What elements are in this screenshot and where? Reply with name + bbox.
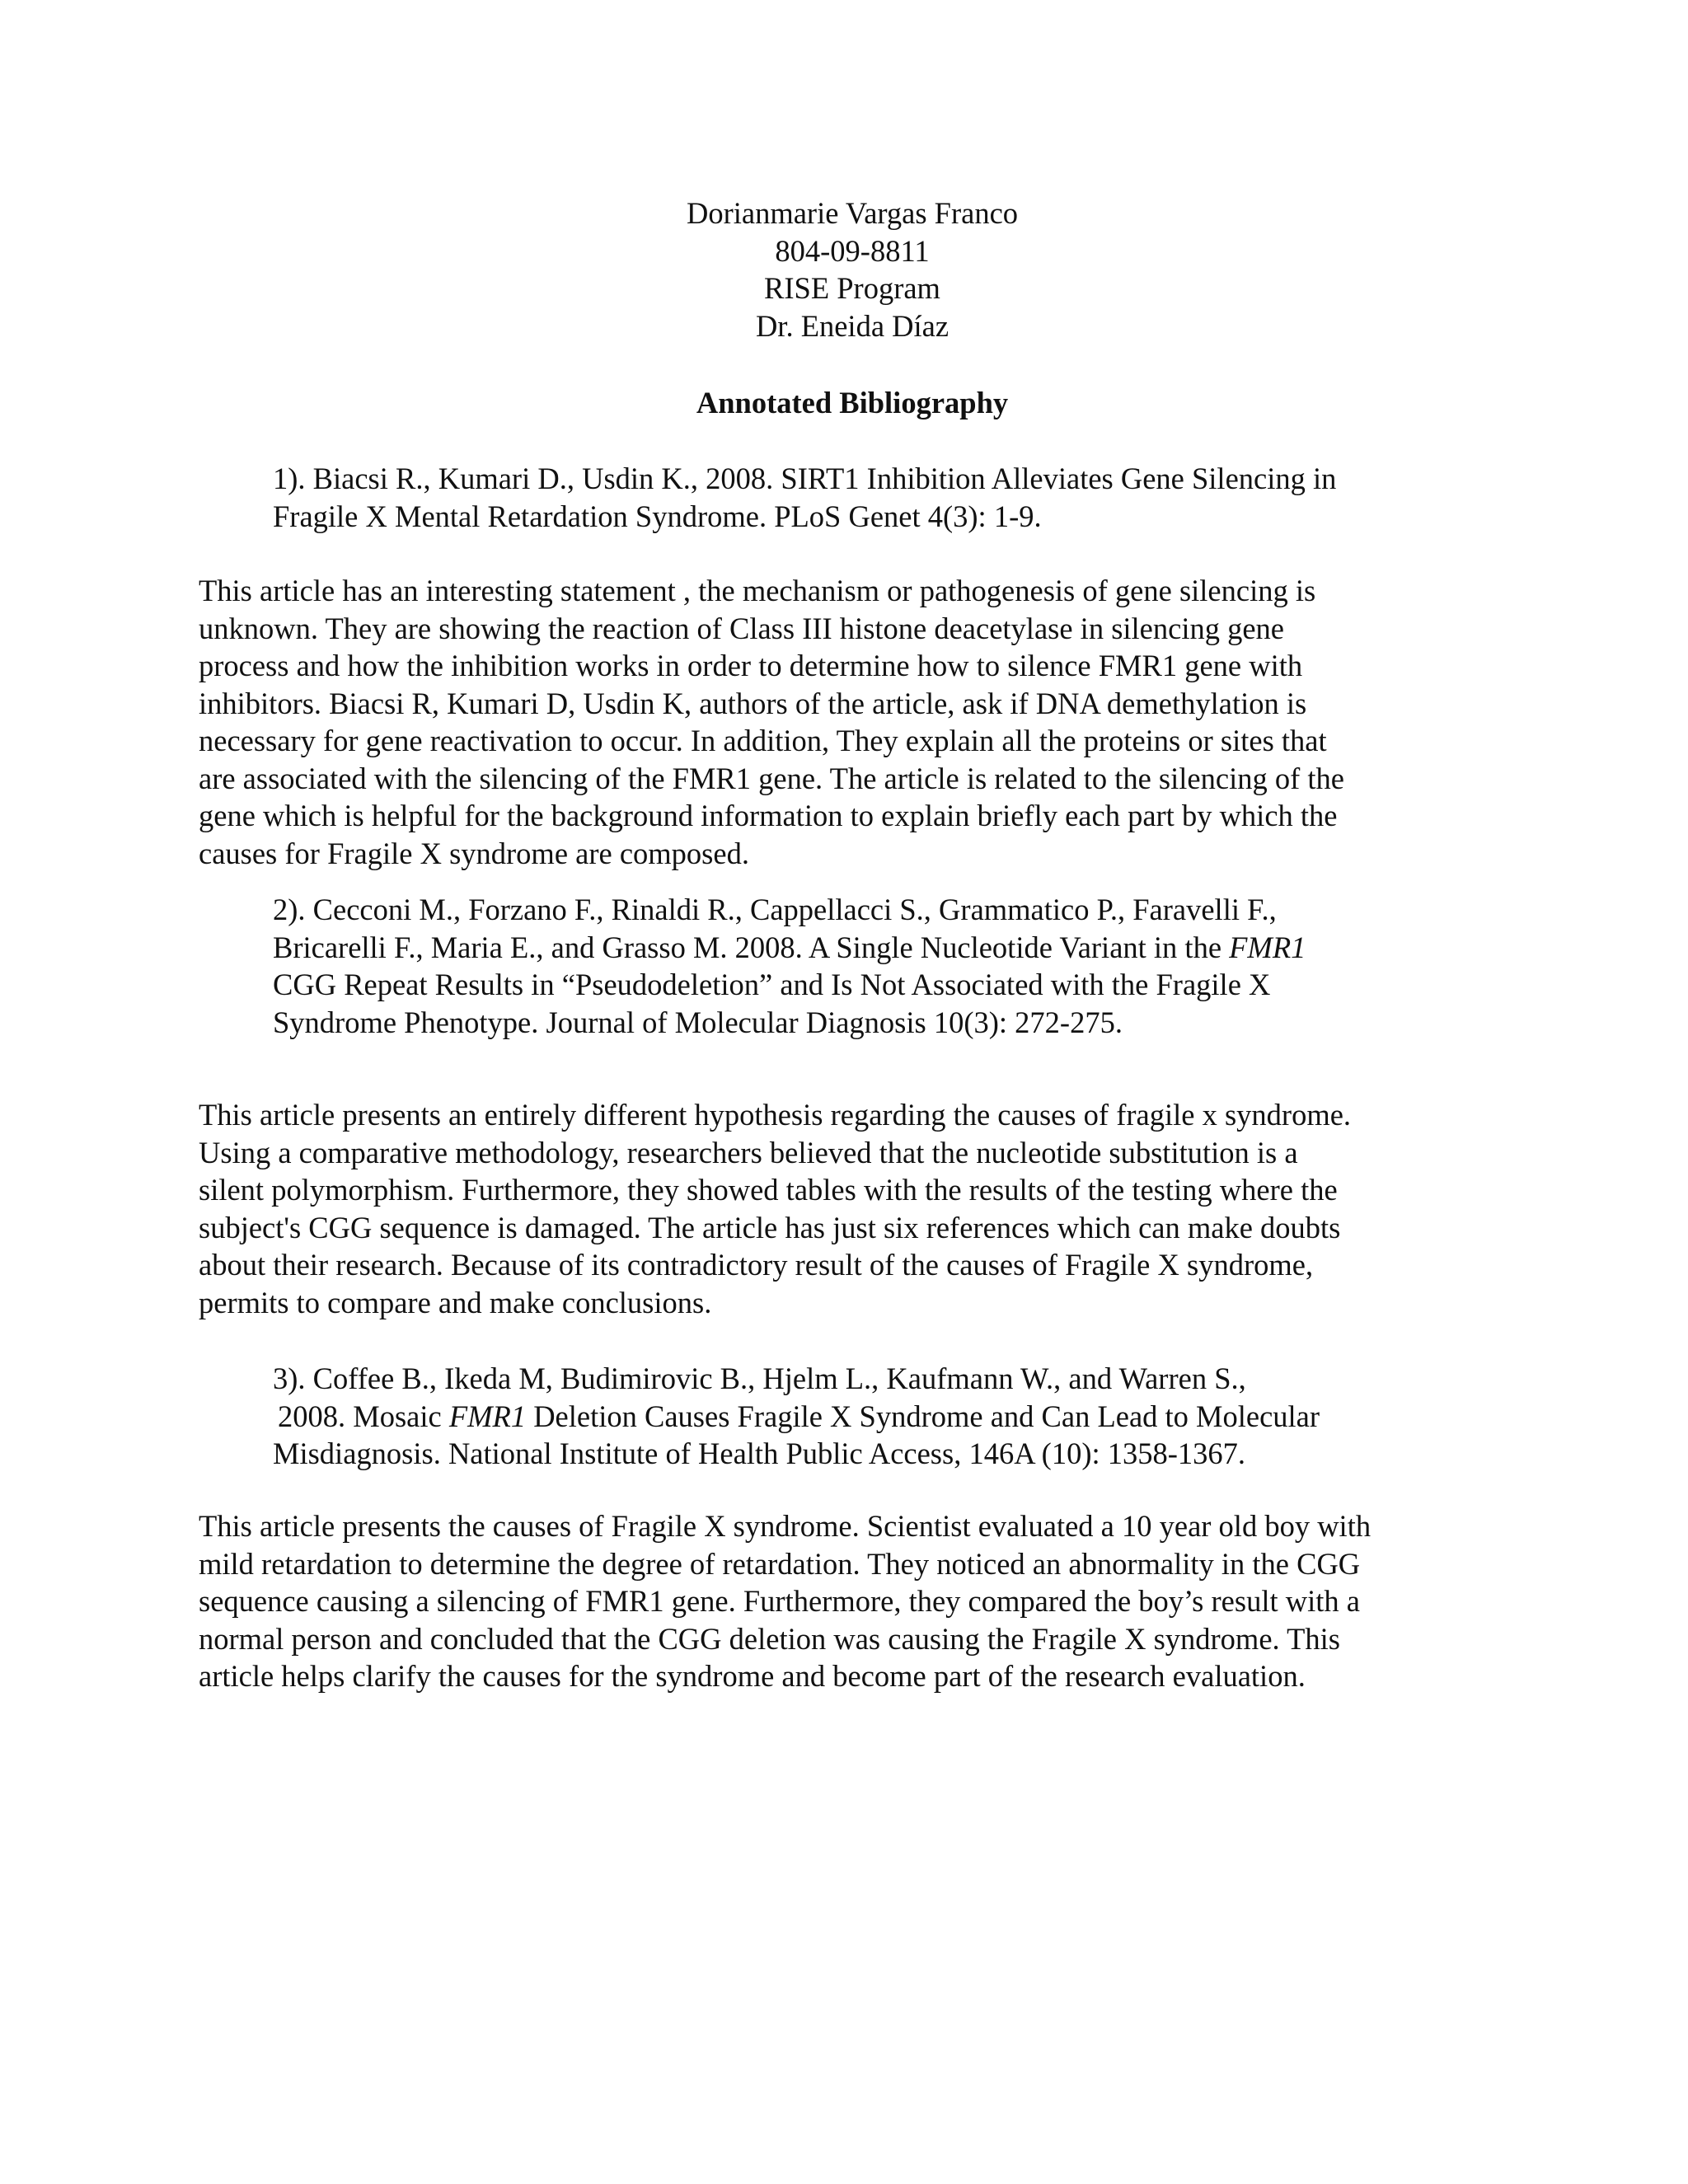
citation-line: 2). Cecconi M., Forzano F., Rinaldi R., Cappellacci S., Grammatico P., Faravelli F., xyxy=(273,893,1277,926)
author-name: Dorianmarie Vargas Franco xyxy=(686,196,1019,230)
student-id: 804-09-8811 xyxy=(775,233,930,268)
citation-line: 3). Coffee B., Ikeda M, Budimirovic B., Hjelm L., Kaufmann W., and Warren S., xyxy=(273,1361,1246,1395)
advisor-name: Dr. Eneida Díaz xyxy=(755,308,950,343)
citation-2 xyxy=(273,891,1559,1041)
citation-text: 2008. Mosaic xyxy=(278,1399,449,1433)
citation-line xyxy=(273,929,1559,967)
annotation-line: causes for Fragile X syndrome are composed. xyxy=(199,836,749,870)
annotation-line: permits to compare and make conclusions. xyxy=(199,1285,712,1319)
annotation-line: This article presents an entirely different hypothesis regarding the causes of fragile x syndrome. xyxy=(199,1098,1352,1132)
annotation-line: This article presents the causes of Fragile X syndrome. Scientist evaluated a 10 year old boy with xyxy=(199,1509,1372,1543)
annotation-line: sequence causing a silencing of FMR1 gene. Furthermore, they compared the boy’s result with a xyxy=(199,1584,1360,1618)
citation-1 xyxy=(273,460,1559,535)
citation-line: Syndrome Phenotype. Journal of Molecular Diagnosis 10(3): 272-275. xyxy=(273,1005,1123,1039)
citation-text: Bricarelli F., Maria E., and Grasso M. 2008. A Single Nucleotide Variant in the xyxy=(273,930,1230,964)
annotation-line: unknown. They are showing the reaction of Class III histone deacetylase in silencing gene xyxy=(199,611,1284,645)
annotation-line: normal person and concluded that the CGG deletion was causing the Fragile X syndrome. This xyxy=(199,1621,1341,1656)
citation-line: Misdiagnosis. National Institute of Health Public Access, 146A (10): 1358-1367. xyxy=(273,1436,1246,1470)
annotation-line: silent polymorphism. Furthermore, they showed tables with the results of the testing where the xyxy=(199,1173,1338,1207)
annotation-line: article helps clarify the causes for the syndrome and become part of the research evaluation. xyxy=(199,1659,1306,1693)
author-header xyxy=(0,194,1688,344)
citation-line: CGG Repeat Results in “Pseudodeletion” and Is Not Associated with the Fragile X xyxy=(273,968,1271,1001)
annotation-line: are associated with the silencing of the FMR1 gene. The article is related to the silencing of the xyxy=(199,761,1344,795)
annotation-line: This article has an interesting statement , the mechanism or pathogenesis of gene silencing is xyxy=(199,574,1316,607)
gene-name-italic: FMR1 xyxy=(448,1399,527,1433)
annotation-line: mild retardation to determine the degree of retardation. They noticed an abnormality in the CGG xyxy=(199,1546,1361,1581)
citation-3 xyxy=(273,1360,1559,1473)
annotation-line: process and how the inhibition works in order to determine how to silence FMR1 gene with xyxy=(199,649,1303,682)
gene-name-italic: FMR1 xyxy=(1229,930,1306,964)
annotation-2 xyxy=(199,1096,1501,1321)
annotation-line: necessary for gene reactivation to occur. In addition, They explain all the proteins or sites that xyxy=(199,724,1327,757)
annotation-1 xyxy=(199,572,1501,872)
citation-text: Deletion Causes Fragile X Syndrome and Can Lead to Molecular xyxy=(526,1399,1320,1433)
annotation-line: about their research. Because of its contradictory result of the causes of Fragile X syndrome, xyxy=(199,1248,1314,1282)
citation-line xyxy=(273,1398,1559,1436)
program-name: RISE Program xyxy=(764,271,940,305)
annotation-3 xyxy=(199,1507,1501,1695)
annotation-line: Using a comparative methodology, researchers believed that the nucleotide substitution is a xyxy=(199,1135,1298,1169)
document-title: Annotated Bibliography xyxy=(696,386,1009,419)
annotation-line: gene which is helpful for the background information to explain briefly each part by which the xyxy=(199,799,1338,832)
annotation-line: subject's CGG sequence is damaged. The article has just six references which can make doubts xyxy=(199,1210,1341,1244)
citation-line: Fragile X Mental Retardation Syndrome. PLoS Genet 4(3): 1-9. xyxy=(273,499,1042,533)
annotation-line: inhibitors. Biacsi R, Kumari D, Usdin K, authors of the article, ask if DNA demethylation is xyxy=(199,686,1307,720)
citation-line: 1). Biacsi R., Kumari D., Usdin K., 2008. SIRT1 Inhibition Alleviates Gene Silencing in xyxy=(273,462,1337,495)
